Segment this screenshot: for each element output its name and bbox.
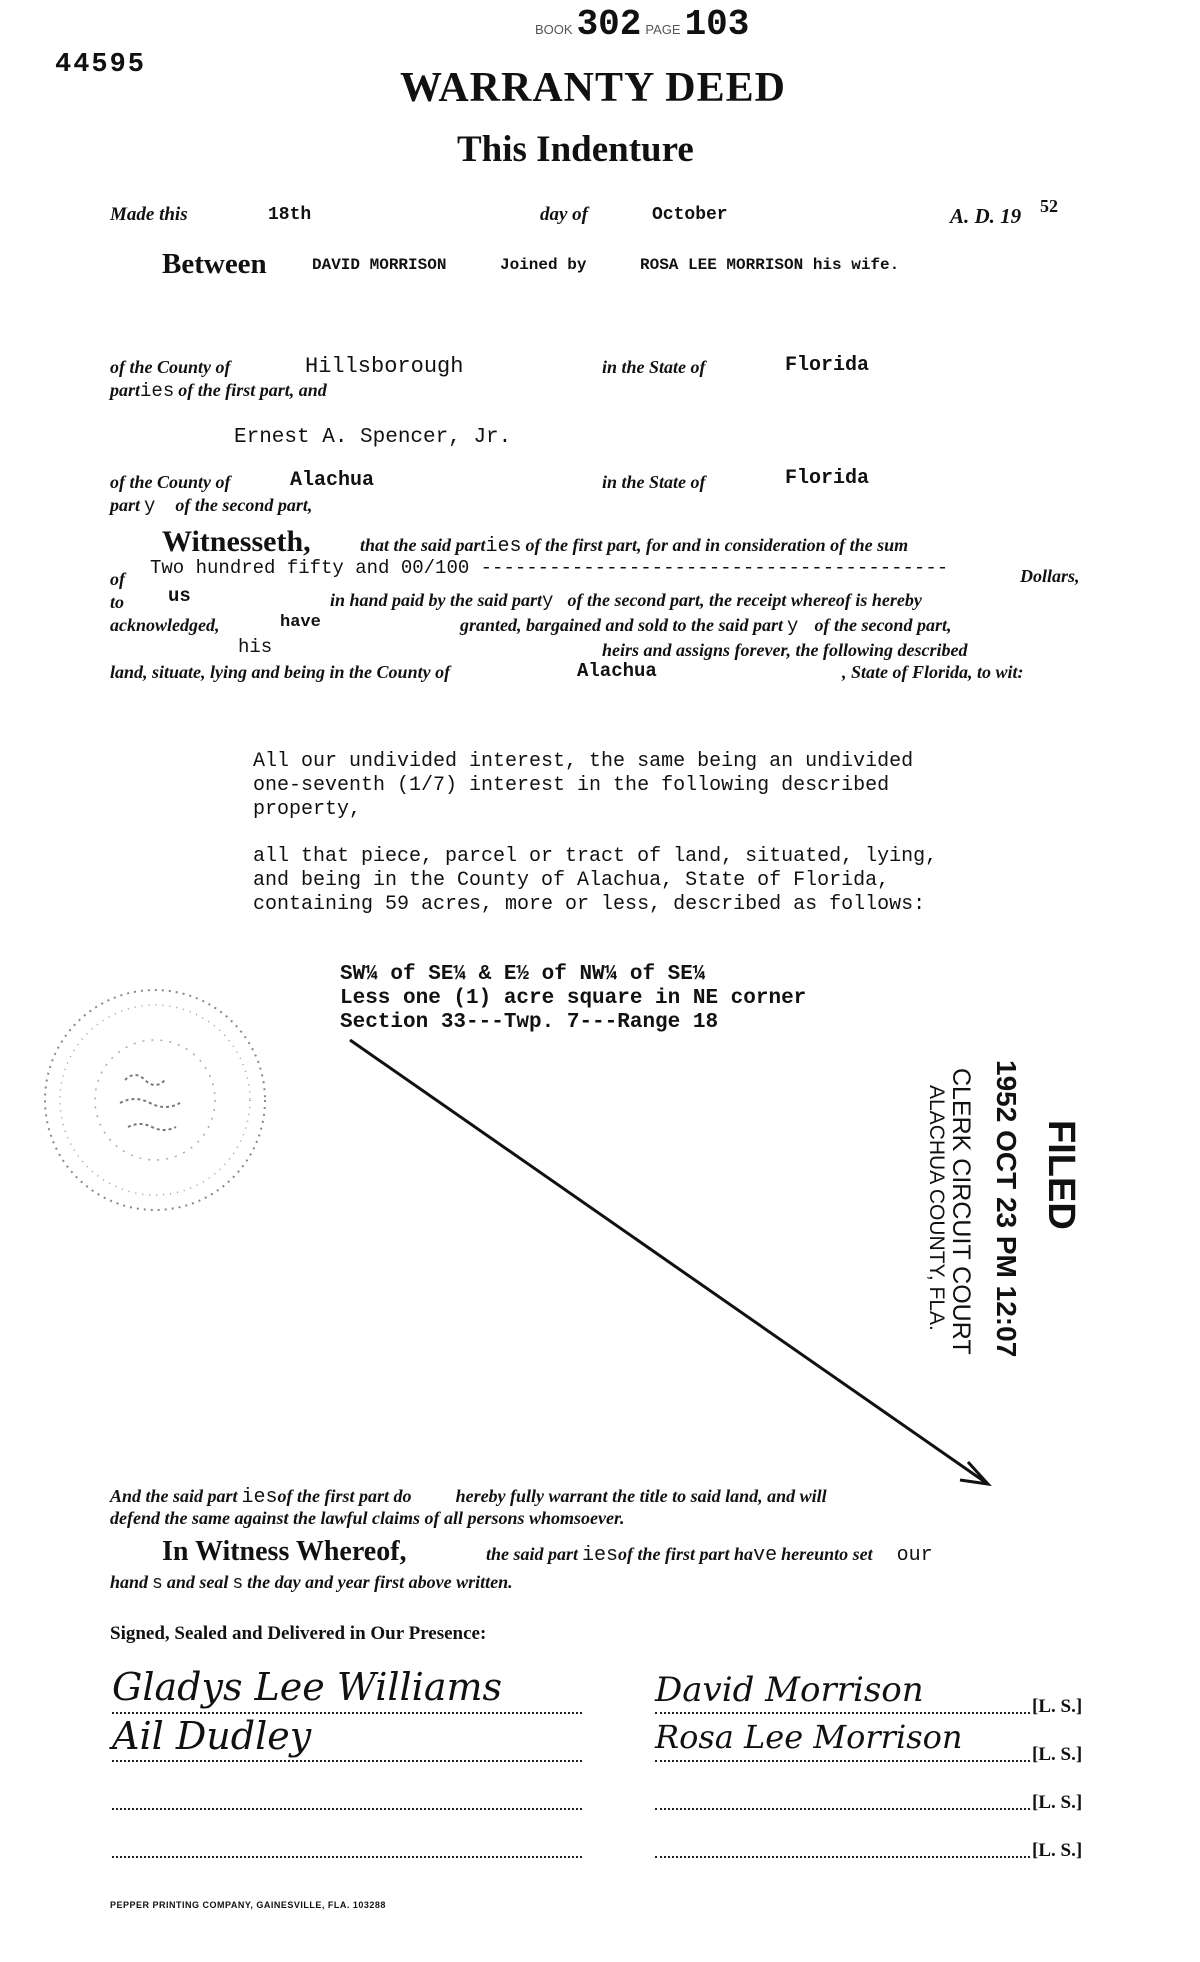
hand-seal-rest: the day and year first above written. [247,1572,513,1592]
witnesseth-l6a: land, situate, lying and being in the County of [110,662,451,682]
between-spouse: ROSA LEE MORRISON his wife. [640,256,900,274]
grantor-signature-1: David Morrison [655,1670,924,1710]
ls-label-4: [L. S.] [1032,1840,1083,1861]
document-number: 44595 [55,50,147,80]
grantor-line-3 [655,1808,1030,1810]
witnesseth-l4b: y [787,615,799,637]
witness-signature-1: Gladys Lee Williams [112,1665,503,1709]
between-party: DAVID MORRISON [312,256,447,274]
witnesseth-l1a: that the said part [360,535,486,555]
page-number: 103 [684,4,750,45]
witnesseth-l3a: in hand paid by the said part [330,590,543,610]
embossed-seal [40,985,270,1215]
witness-line-3 [112,1808,582,1810]
joined-by: Joined by [500,256,587,274]
second-party-state-label: in the State of [602,472,706,492]
grantor-line-4 [655,1856,1030,1858]
grantor-line-2 [655,1760,1030,1762]
presence-label: Signed, Sealed and Delivered in Our Presence: [110,1623,487,1644]
second-party-county: Alachua [290,469,375,492]
seal-s: s [232,1574,244,1594]
grantor-signature-2: Rosa Lee Morrison [655,1718,963,1756]
ls-label-3: [L. S.] [1032,1792,1083,1813]
deed-year-suffix: 52 [1040,196,1058,216]
second-party-rest: of the second part, [175,495,313,515]
his-value: his [238,636,273,658]
witnesseth-l4a: granted, bargained and sold to the said part [460,615,784,635]
seal-icon [40,985,270,1215]
made-this-label: Made this [110,204,188,225]
first-party-county-label: of the County of [110,357,231,377]
to-value: us [168,585,191,607]
printer-imprint: PEPPER PRINTING COMPANY, GAINESVILLE, FLA. 103288 [110,1900,386,1910]
hand-s: s [152,1574,163,1594]
warranty-l1a: And the said part [110,1486,238,1506]
filed-date: 1952 OCT 23 PM 12:07 [991,1060,1022,1358]
witness-line-2 [112,1760,582,1762]
witnesseth-l1c: of the first part, for and in consideration of the sum [525,535,909,555]
in-witness-b: ies [582,1544,619,1567]
witness-line-4 [112,1856,582,1858]
witnesseth-line5: heirs and assigns forever, the following described [602,640,968,660]
book-number: 302 [576,4,642,45]
legal-description-l1: SW¼ of SE¼ & E½ of NW¼ of SE¼ [340,963,706,986]
warranty-clause-line1 [110,1486,827,1509]
ad-label: A. D. 19 [950,204,1022,228]
first-party-prefix: part [110,380,141,400]
acknowledged-label: acknowledged, [110,615,220,635]
description-p2-l3: containing 59 acres, more or less, described as follows: [253,893,926,916]
witnesseth-county: Alachua [577,660,657,682]
filed-label: FILED [1040,1120,1082,1230]
in-witness-c: of the first part ha [618,1544,754,1564]
hand-seal-line [110,1572,513,1594]
witnesseth-label: Witnesseth, [162,525,311,558]
document-subtitle: This Indenture [457,129,694,170]
witnesseth-l1b: ies [485,535,522,558]
witnesseth-l3b: y [542,590,554,612]
in-witness-label: In Witness Whereof, [162,1536,407,1567]
first-party-state-label: in the State of [602,357,706,377]
second-party-prefix: part [110,495,141,515]
page-label: PAGE [645,22,681,37]
deed-month: October [652,205,728,225]
ls-label-2: [L. S.] [1032,1744,1083,1765]
filed-county: ALACHUA COUNTY, FLA. [925,1085,948,1331]
warranty-l1d: hereby fully warrant the title to said land, and will [455,1486,827,1506]
first-party-state: Florida [785,354,870,377]
to-label: to [110,592,125,612]
acknowledged-value: have [280,613,321,632]
dollars-label: Dollars, [1020,566,1080,586]
day-of-label: day of [540,204,589,225]
book-label: BOOK [535,22,573,37]
seal-label: and seal [166,1572,229,1592]
legal-description-l2: Less one (1) acre square in NE corner [340,987,807,1010]
warranty-l1b: ies [241,1486,278,1509]
legal-description-l3: Section 33---Twp. 7---Range 18 [340,1011,719,1034]
document-title: WARRANTY DEED [400,65,786,111]
second-party-suffix: y [144,495,156,517]
description-p2-l1: all that piece, parcel or tract of land, situated, lying, [253,845,938,868]
consideration-sum: Two hundred fifty and 00/100 ----------------------------------------- [150,557,949,579]
in-witness-a: the said part [486,1544,579,1564]
in-witness-e: hereunto set [781,1544,873,1564]
in-witness-line [486,1544,933,1567]
second-party-county-label: of the County of [110,472,231,492]
grantor-line-1 [655,1712,1030,1714]
description-p1-l2: one-seventh (1/7) interest in the following described [253,774,890,797]
warranty-l1c: of the first part do [277,1486,412,1506]
filed-clerk: CLERK CIRCUIT COURT [947,1068,975,1355]
description-p1-l3: property, [253,798,362,821]
witnesseth-l6b: , State of Florida, to wit: [842,662,1024,682]
witness-signature-2: Ail Dudley [112,1714,312,1758]
warranty-clause-line2: defend the same against the lawful claims of all persons whomsoever. [110,1508,625,1528]
description-p1-l1: All our undivided interest, the same being an undivided [253,750,914,773]
first-party-county: Hillsborough [305,354,464,379]
witnesseth-l4c: of the second part, [814,615,952,635]
between-label: Between [162,248,267,280]
hand-label: hand [110,1572,149,1592]
first-party-suffix: ies [140,380,175,402]
description-p2-l2: and being in the County of Alachua, State of Florida, [253,869,890,892]
in-witness-f: our [896,1544,933,1567]
witnesseth-l3c: of the second part, the receipt whereof is hereby [567,590,922,610]
second-party-state: Florida [785,467,870,490]
of-label: of [110,569,125,589]
first-party-rest: of the first part, and [178,380,327,400]
in-witness-d: ve [753,1544,778,1567]
grantee-name: Ernest A. Spencer, Jr. [234,426,512,449]
ls-label-1: [L. S.] [1032,1696,1083,1717]
deed-day: 18th [268,205,312,225]
